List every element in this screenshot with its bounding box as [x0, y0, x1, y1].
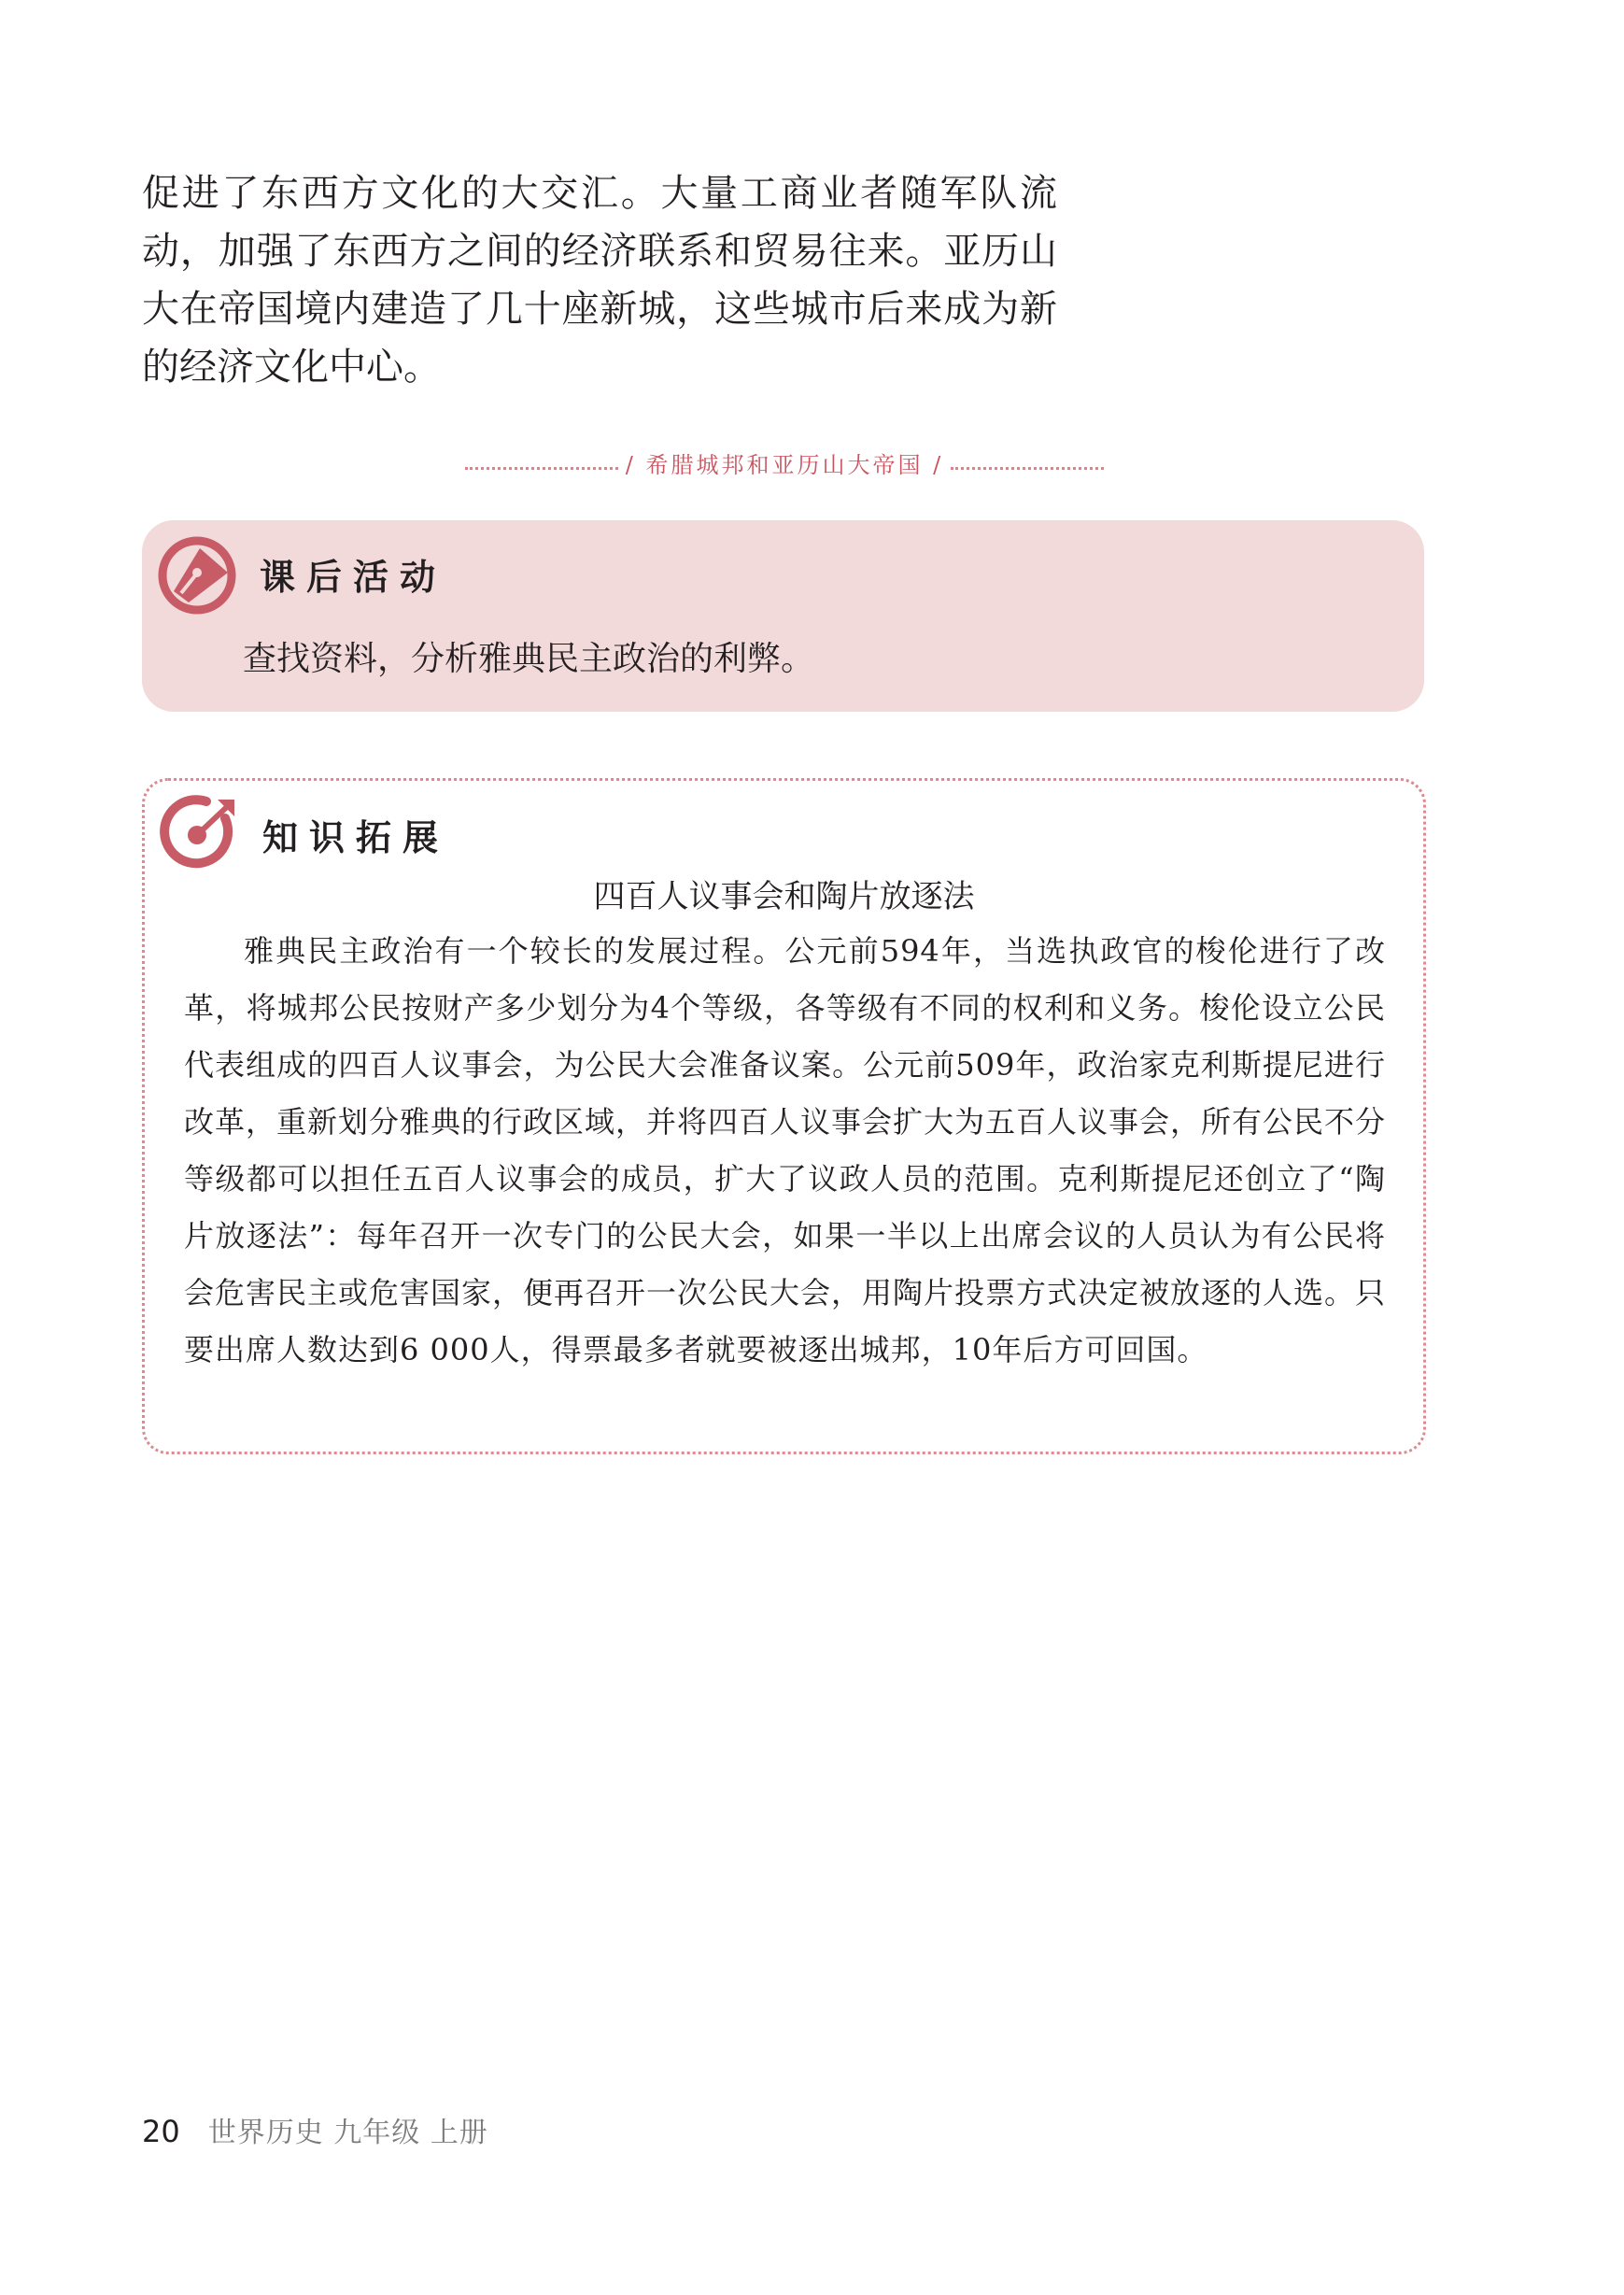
page-footer: [142, 2109, 488, 2150]
divider-dots-left: [465, 467, 618, 470]
knowledge-title: 知识拓展: [262, 817, 450, 858]
page-number: 20: [142, 2114, 180, 2149]
book-title: 世界历史 九年级 上册: [207, 2117, 488, 2149]
activity-title: 课后活动: [260, 557, 447, 598]
activity-text: 查找资料，分析雅典民主政治的利弊。: [243, 640, 815, 678]
section-divider-label: / 希腊城邦和亚历山大帝国 /: [625, 452, 944, 478]
pen-nib-icon: [155, 533, 239, 617]
knowledge-body: 雅典民主政治有一个较长的发展过程。公元前594年，当选执政官的梭伦进行了改革，将城邦公民按财产多少划分为4个等级，各等级有不同的权利和义务。梭伦设立公民代表组成的四百人议事会，为公民大会准备议案。公元前509年，政治家克利斯提尼进行改革，重新划分雅典的行政区域，并将四百人议事会扩大为五百人议事会，所有公民不分等级都可以担任五百人议事会的成员，扩大了议政人员的范围。克利斯提尼还创立了“陶片放逐法”：每年召开一次专门的公民大会，如果一半以上出席会议的人员认为有公民将会危害民主或危害国家，便再召开一次公民大会，用陶片投票方式决定被放逐的人选。只要出席人数达到6 000人，得票最多者就要被逐出城邦，10年后方可回国。: [184, 933, 1387, 1367]
section-divider: [458, 446, 1111, 479]
target-arrow-icon: [158, 790, 242, 874]
activity-box: [142, 520, 1424, 712]
knowledge-subheading: 四百人议事会和陶片放逐法: [593, 878, 975, 915]
divider-dots-right: [951, 467, 1104, 470]
knowledge-box: [142, 778, 1426, 1454]
intro-paragraph: 促进了东西方文化的大交汇。大量工商业者随军队流动，加强了东西方之间的经济联系和贸易往来。亚历山大在帝国境内建造了几十座新城，这些城市后来成为新的经济文化中心。: [142, 172, 1057, 389]
